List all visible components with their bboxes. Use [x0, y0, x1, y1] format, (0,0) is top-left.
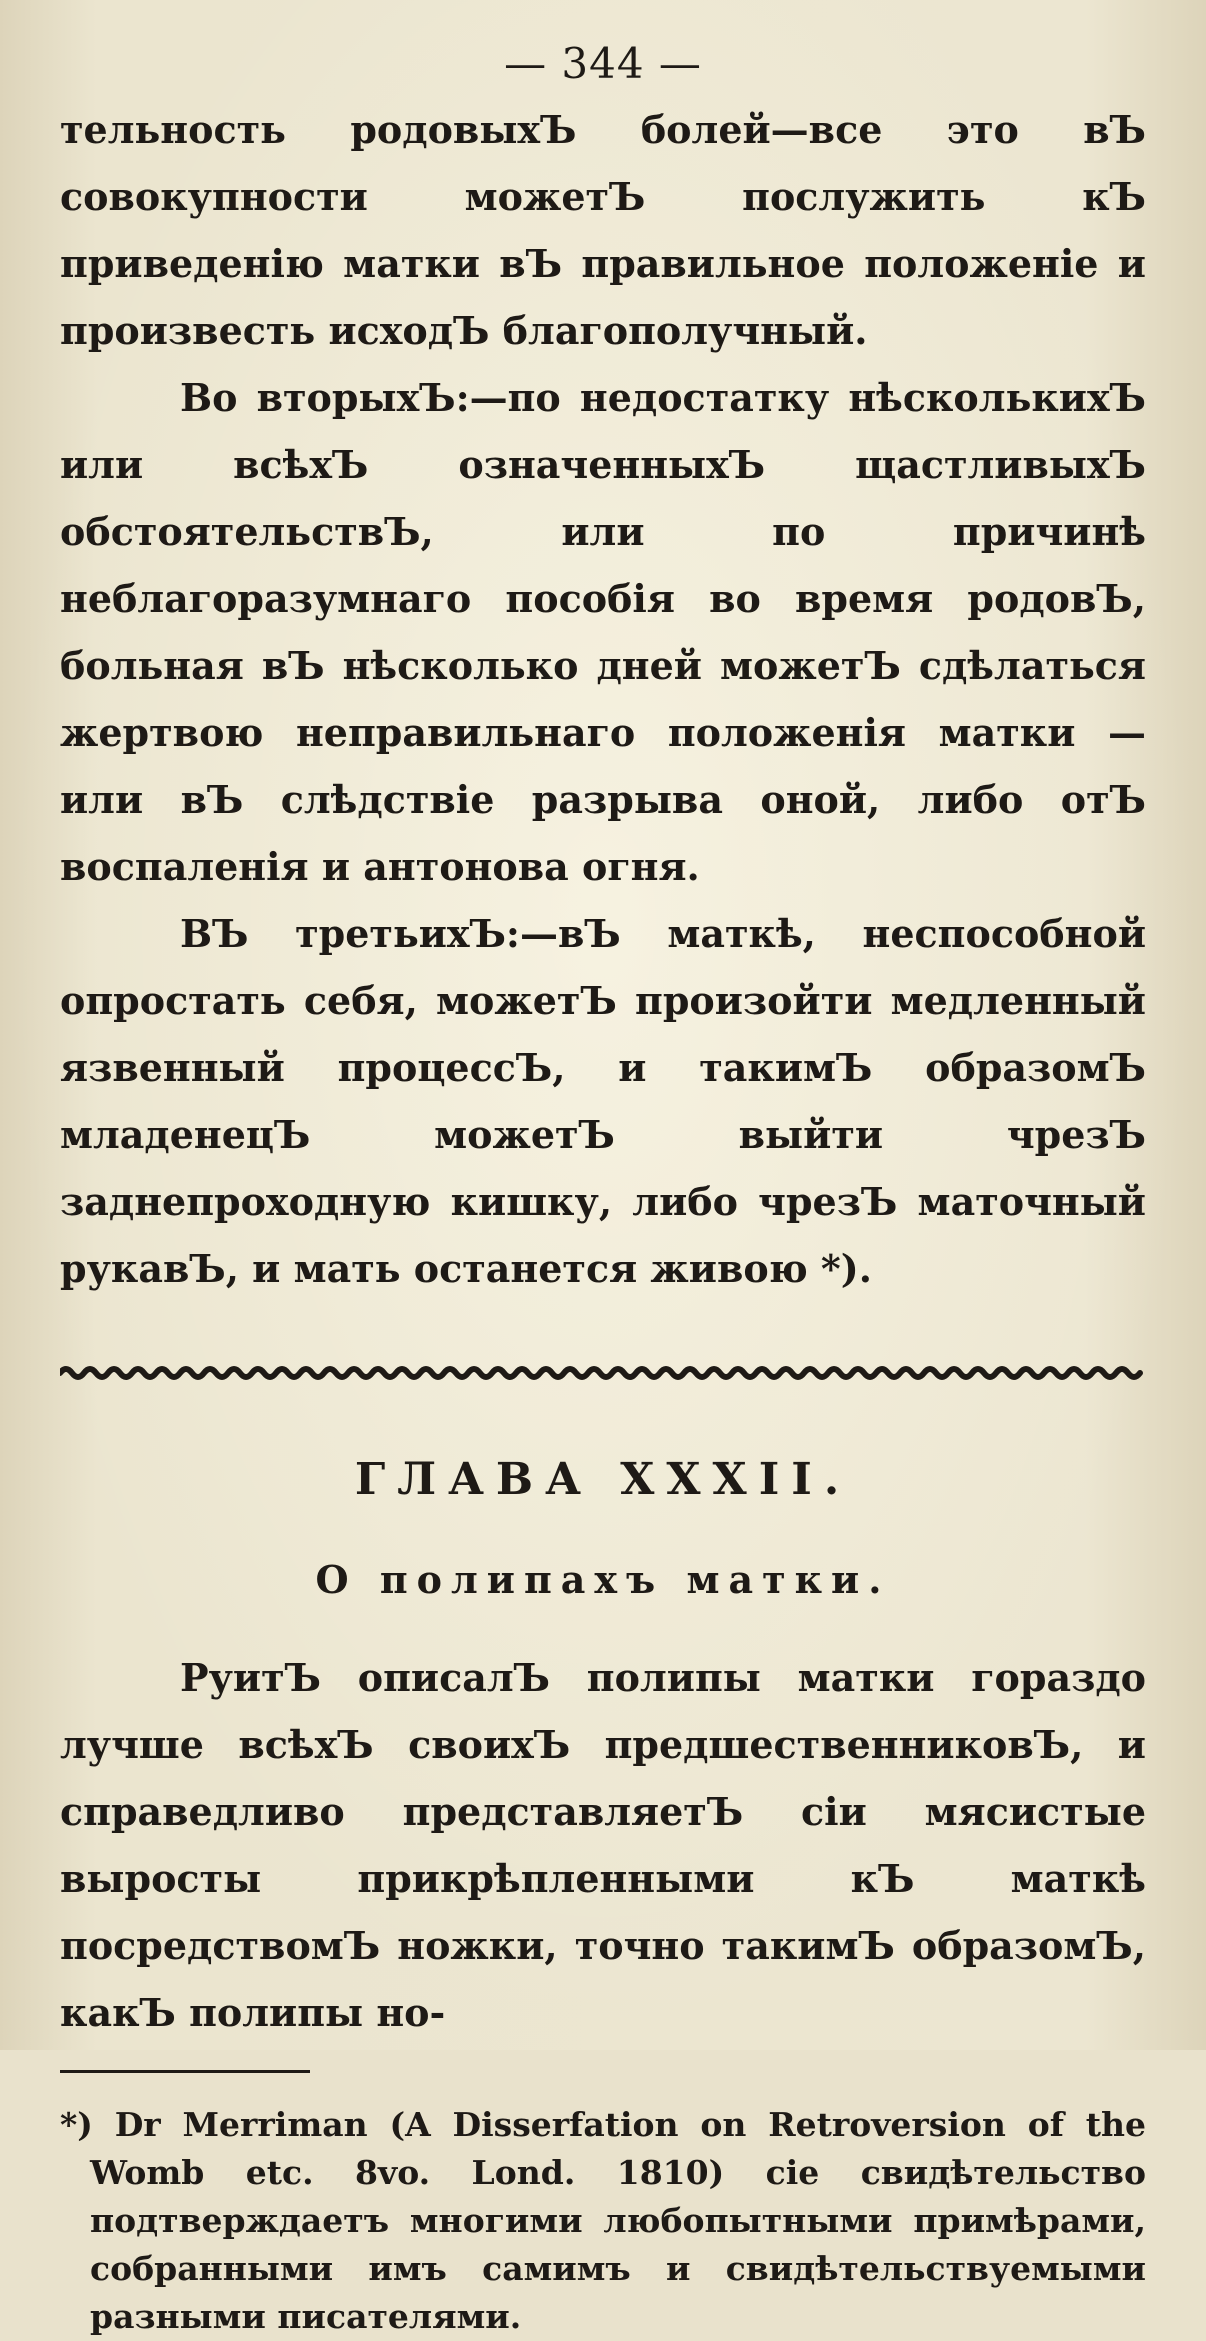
paragraph-third-case: ВЪ третьихЪ:—вЪ маткѣ, неспособной опростать себя, можетЪ произойти медленный язвенный процессЪ, и такимЪ образомЪ младенецЪ можетЪ выйти чрезЪ заднепроходную кишку, либо чрезЪ маточный рукавЪ, и мать останется живою *).: [60, 911, 1146, 1291]
footnote: *) Dr Merriman (A Disserfation on Retroversion of the Womb etc. 8vo. Lond. 1810) сіе свидѣтельство подтверждаетъ многими любопытными примѣрами, собранными имъ самимъ и свидѣтельствуемыми разными писателями.: [60, 2105, 1146, 2336]
chapter-subtitle: О полипахъ матки.: [315, 1557, 891, 1602]
ornamental-divider-graphic: [60, 1360, 1146, 1386]
paragraph-second-case: Во вторыхЪ:—по недостатку нѣсколькихЪ или всѣхЪ означенныхЪ щастливыхЪ обстоятельствЪ, или по причинѣ неблагоразумнаго пособія во время родовЪ, больная вЪ нѣсколько дней можетЪ сдѣлаться жертвою неправильнаго положенія матки — или вЪ слѣдствіе разрыва оной, либо отЪ воспаленія и антонова огня.: [60, 375, 1146, 889]
chapter-title: ГЛАВА XXXII.: [354, 1454, 852, 1505]
paragraph-continuation: тельность родовыхЪ болей—все это вЪ совокупности можетЪ послужить кЪ приведенію матки вЪ правильное положеніе и произвесть исходЪ благополучный.: [60, 107, 1146, 353]
page-number: — 344 —: [504, 39, 702, 88]
footnote-separator: [60, 2070, 310, 2073]
paragraph-polyps: РуитЪ описалЪ полипы матки гораздо лучше всѣхЪ своихЪ предшественниковЪ, и справедливо представляетЪ сіи мясистые выросты прикрѣпленными кЪ маткѣ посредствомЪ ножки, точно такимЪ образомЪ, какЪ полипы но-: [60, 1655, 1146, 2035]
ornamental-divider: [60, 1360, 1146, 1386]
